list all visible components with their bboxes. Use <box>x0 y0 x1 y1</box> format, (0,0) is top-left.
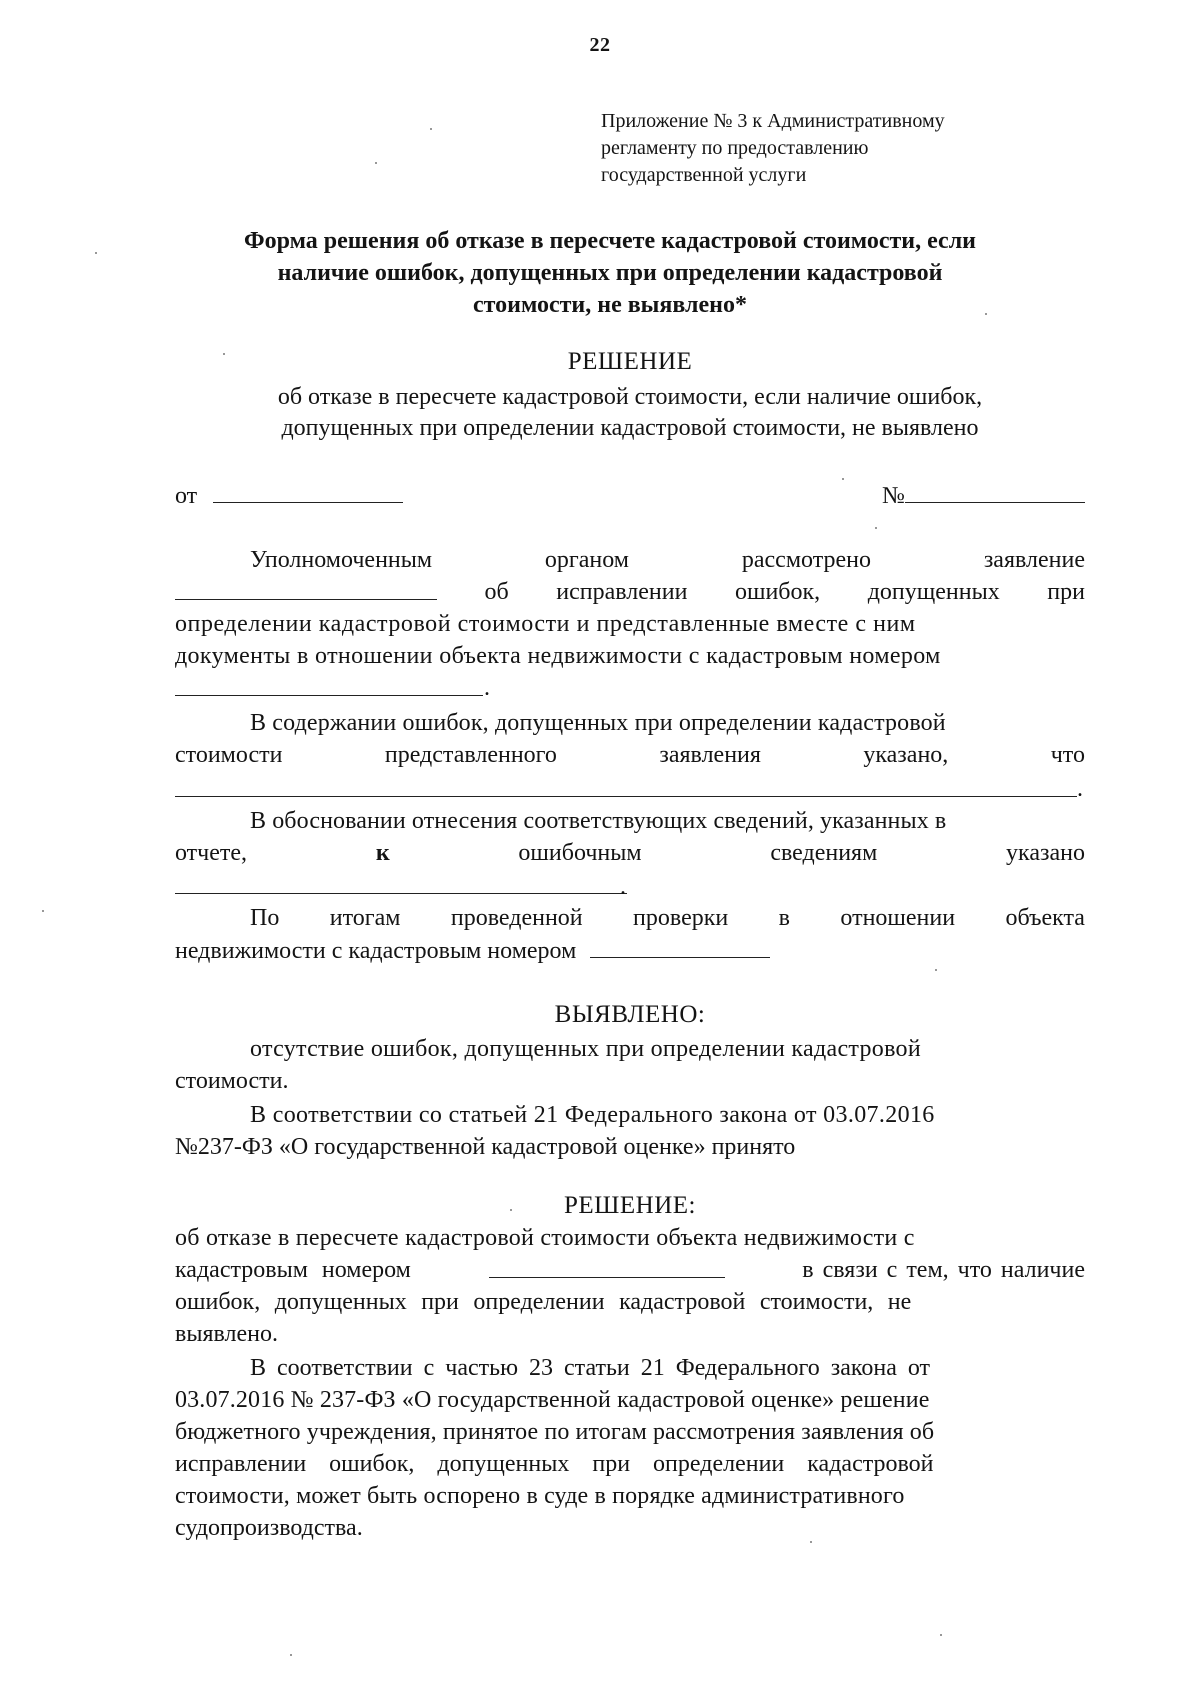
scan-speck <box>935 969 937 971</box>
cadastral-number-blank-2 <box>590 935 770 958</box>
appendix-line: государственной услуги <box>601 164 807 186</box>
word: органом <box>544 547 629 573</box>
word: исправлении <box>556 579 688 605</box>
word: об <box>484 579 509 605</box>
form-title-line: Форма решения об отказе в пересчете кадастровой стоимости, если <box>244 228 976 254</box>
form-title <box>150 225 1070 321</box>
word: рассмотрено <box>741 547 871 573</box>
word: заявление <box>983 547 1085 573</box>
scan-speck <box>42 910 44 912</box>
appendix-line: Приложение № 3 к Административному <box>601 110 945 132</box>
word: проведенной <box>450 905 583 931</box>
word: стоимости <box>175 742 283 768</box>
page-number: 22 <box>589 34 611 56</box>
number-label: № <box>882 483 905 509</box>
scan-speck <box>842 478 844 480</box>
scan-speck <box>940 1634 942 1636</box>
justification-blank <box>175 893 627 894</box>
word: к <box>375 840 390 866</box>
word: Уполномоченным <box>250 547 433 573</box>
word: сведениям <box>770 840 878 866</box>
application-blank <box>175 577 437 600</box>
scan-speck <box>223 353 225 355</box>
decision-line2-end: в связи с тем, что наличие <box>802 1257 1085 1283</box>
word: представленного <box>384 742 557 768</box>
para5-line1: В соответствии со статьей 21 Федерального закона от 03.07.2016 <box>250 1102 935 1128</box>
word: указано <box>1006 840 1085 866</box>
decision-subheading <box>150 382 1110 444</box>
word: указано, <box>863 742 949 768</box>
scan-speck <box>375 162 377 164</box>
decision-heading-2: РЕШЕНИЕ: <box>564 1192 696 1219</box>
para1-line4: документы в отношении объекта недвижимости с кадастровым номером <box>175 643 941 669</box>
word: при <box>1047 579 1085 605</box>
decision-line3: ошибок, допущенных при определении кадастровой стоимости, не <box>175 1289 912 1315</box>
word: отчете, <box>175 840 248 866</box>
word: в <box>778 905 790 931</box>
decision-heading: РЕШЕНИЕ <box>567 348 693 375</box>
para2-line2 <box>175 740 1085 771</box>
word: По <box>250 905 280 931</box>
found-line2: стоимости. <box>175 1068 289 1094</box>
number-field <box>882 480 1092 511</box>
word: ошибочным <box>518 840 642 866</box>
para2-end: . <box>1077 776 1083 802</box>
error-content-blank <box>175 796 1077 797</box>
word: итогам <box>329 905 401 931</box>
para3-end: . <box>620 874 626 900</box>
scan-speck <box>810 1541 812 1543</box>
word: проверки <box>633 905 729 931</box>
word: ошибок, <box>734 579 821 605</box>
cadastral-number-blank-3 <box>489 1255 725 1278</box>
word: что <box>1050 742 1085 768</box>
para6-line1: В соответствии с частью 23 статьи 21 Федерального закона от <box>250 1355 931 1381</box>
decision-line2-start: кадастровым номером <box>175 1257 411 1283</box>
subheading-line: допущенных при определении кадастровой стоимости, не выявлено <box>281 415 979 441</box>
para6-line3: бюджетного учреждения, принятое по итогам рассмотрения заявления об <box>175 1419 935 1445</box>
scan-speck <box>290 1654 292 1656</box>
decision-line1: об отказе в пересчете кадастровой стоимости объекта недвижимости с <box>175 1225 915 1251</box>
para4-line2 <box>175 935 1085 966</box>
appendix-line: регламенту по предоставлению <box>601 137 869 159</box>
para4-line2-text: недвижимости с кадастровым номером <box>175 938 577 964</box>
para1-line2 <box>175 577 1085 608</box>
found-heading: ВЫЯВЛЕНО: <box>554 1001 706 1028</box>
para4-line1 <box>250 903 1085 934</box>
word: допущенных <box>867 579 1000 605</box>
word: объекта <box>1005 905 1085 931</box>
para2-line1: В содержании ошибок, допущенных при определении кадастровой <box>250 710 946 736</box>
decision-line4: выявлено. <box>175 1321 278 1347</box>
found-line1: отсутствие ошибок, допущенных при определении кадастровой <box>250 1036 921 1062</box>
decision-line2 <box>175 1255 1085 1286</box>
scan-speck <box>95 252 97 254</box>
para5-line2: №237-ФЗ «О государственной кадастровой оценке» принято <box>175 1134 796 1160</box>
para6-line4: исправлении ошибок, допущенных при определении кадастровой <box>175 1451 934 1477</box>
date-label: от <box>175 483 198 509</box>
word: отношении <box>840 905 956 931</box>
word: заявления <box>659 742 761 768</box>
number-blank <box>905 480 1085 503</box>
para6-line6: судопроизводства. <box>175 1515 363 1541</box>
scan-speck <box>875 527 877 529</box>
cadastral-number-blank <box>175 695 483 696</box>
para1-line3: определении кадастровой стоимости и представленные вместе с ним <box>175 611 916 637</box>
scan-speck <box>430 128 432 130</box>
para6-line5: стоимости, может быть оспорено в суде в порядке административного <box>175 1483 905 1509</box>
date-blank <box>213 480 403 503</box>
form-title-line: наличие ошибок, допущенных при определении кадастровой <box>277 260 943 286</box>
para1-line1 <box>250 545 1085 576</box>
subheading-line: об отказе в пересчете кадастровой стоимости, если наличие ошибок, <box>277 384 983 410</box>
appendix-note <box>601 108 1121 189</box>
para3-line1: В обосновании отнесения соответствующих сведений, указанных в <box>250 808 947 834</box>
para1-end: . <box>484 675 490 701</box>
para3-line2 <box>175 838 1085 869</box>
scan-speck <box>985 313 987 315</box>
scan-speck <box>510 1209 512 1211</box>
para6-line2: 03.07.2016 № 237-ФЗ «О государственной кадастровой оценке» решение <box>175 1387 930 1413</box>
form-title-line: стоимости, не выявлено* <box>472 292 747 318</box>
